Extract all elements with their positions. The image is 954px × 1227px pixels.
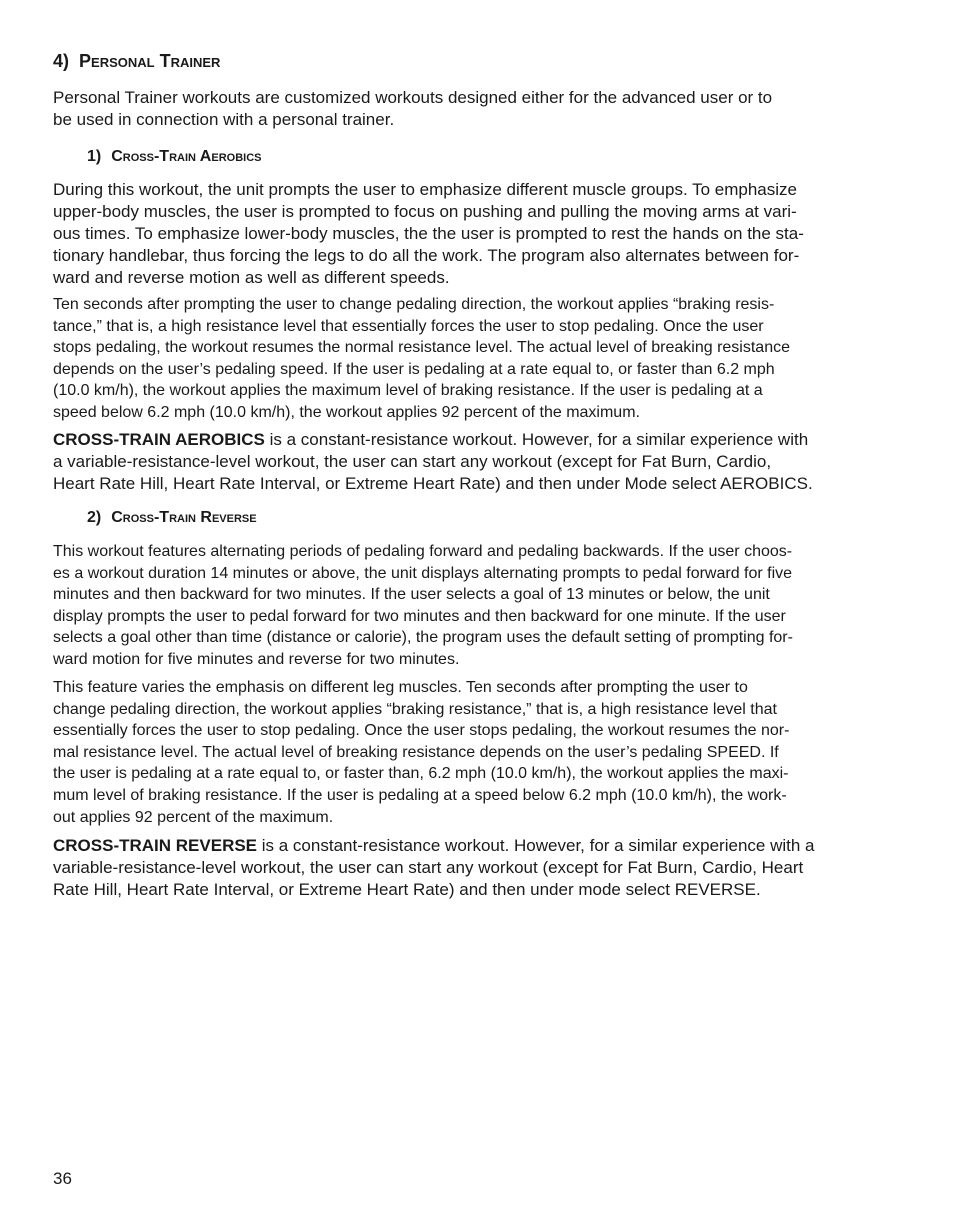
subsection-heading-reverse	[87, 509, 257, 527]
text-line: upper-body muscles, the user is prompted to focus on pushing and pulling the moving arms at vari-	[53, 202, 797, 221]
text-line: tance,” that is, a high resistance level that essentially forces the user to stop pedaling. Once the user	[53, 317, 764, 335]
text-line: mal resistance level. The actual level of breaking resistance depends on the user’s pedaling SPEED. If	[53, 743, 779, 761]
text-line: a variable-resistance-level workout, the user can start any workout (except for Fat Burn, Cardio,	[53, 452, 772, 471]
subsection-number: 2)	[87, 509, 102, 526]
reverse-paragraph-1	[53, 541, 793, 671]
bold-term: CROSS-TRAIN AEROBICS	[53, 430, 265, 449]
text-line: depends on the user’s pedaling speed. If the user is pedaling at a rate equal to, or faster than 6.2 mph	[53, 360, 775, 378]
page-number: 36	[53, 1169, 72, 1188]
subsection-heading-aerobics	[87, 148, 261, 166]
text-line: variable-resistance-level workout, the user can start any workout (except for Fat Burn, Cardio, Heart	[53, 858, 804, 877]
text-line: the user is pedaling at a rate equal to, or faster than, 6.2 mph (10.0 km/h), the workout applies the maxi-	[53, 765, 789, 783]
section-heading	[53, 51, 220, 72]
text-line: During this workout, the unit prompts the user to emphasize different muscle groups. To emphasize	[53, 180, 797, 199]
text-line: Ten seconds after prompting the user to change pedaling direction, the workout applies “braking resis-	[53, 296, 775, 313]
text-line: tionary handlebar, thus forcing the legs to do all the work. The program also alternates between for-	[53, 246, 800, 265]
text-line: speed below 6.2 mph (10.0 km/h), the workout applies 92 percent of the maximum.	[53, 403, 640, 421]
text-line: ward motion for five minutes and reverse for two minutes.	[53, 650, 460, 668]
line-text: is a constant-resistance workout. However, for a similar experience with a	[257, 836, 815, 855]
text-line: selects a goal other than time (distance or calorie), the program uses the default setting of prompting for-	[53, 629, 793, 647]
text-line	[53, 835, 815, 857]
text-line: (10.0 km/h), the workout applies the maximum level of braking resistance. If the user is pedaling at a	[53, 382, 763, 400]
text-line: mum level of braking resistance. If the user is pedaling at a speed below 6.2 mph (10.0 km/h), the work-	[53, 786, 787, 804]
text-line: be used in connection with a personal trainer.	[53, 110, 395, 129]
aerobics-paragraph-3	[53, 429, 813, 495]
text-line: Rate Hill, Heart Rate Interval, or Extreme Heart Rate) and then under mode select REVERSE.	[53, 880, 761, 899]
text-line: Personal Trainer workouts are customized workouts designed either for the advanced user or to	[53, 88, 773, 107]
text-line: Heart Rate Hill, Heart Rate Interval, or Extreme Heart Rate) and then under Mode select AEROBICS.	[53, 474, 813, 493]
text-line: This feature varies the emphasis on different leg muscles. Ten seconds after prompting the user to	[53, 679, 748, 696]
heading-number: 4)	[53, 51, 70, 71]
text-line: es a workout duration 14 minutes or above, the unit displays alternating prompts to pedal forward for five	[53, 564, 793, 582]
text-line	[53, 429, 813, 451]
bold-term: CROSS-TRAIN REVERSE	[53, 836, 258, 855]
line-text: is a constant-resistance workout. However, for a similar experience with	[264, 430, 809, 449]
aerobics-paragraph-1	[53, 179, 804, 289]
text-line: change pedaling direction, the workout applies “braking resistance,” that is, a high resistance level that	[53, 700, 777, 718]
reverse-paragraph-3	[53, 835, 815, 901]
text-line: out applies 92 percent of the maximum.	[53, 808, 334, 826]
text-line: This workout features alternating periods of pedaling forward and pedaling backwards. If the user choos-	[53, 543, 793, 560]
text-line: ward and reverse motion as well as different speeds.	[53, 268, 450, 287]
subsection-number: 1)	[87, 148, 102, 165]
heading-title: Personal Trainer	[79, 51, 221, 71]
text-line: display prompts the user to pedal forward for two minutes and then backward for one minute. If the user	[53, 607, 786, 625]
aerobics-paragraph-2	[53, 294, 790, 424]
subsection-title: Cross-Train Aerobics	[111, 148, 262, 165]
text-line: stops pedaling, the workout resumes the normal resistance level. The actual level of breaking resistance	[53, 339, 790, 357]
text-line: essentially forces the user to stop pedaling. Once the user stops pedaling, the workout resumes the nor-	[53, 722, 790, 740]
subsection-title: Cross-Train Reverse	[111, 509, 257, 526]
text-line: ous times. To emphasize lower-body muscles, the the user is prompted to rest the hands on the sta-	[53, 224, 804, 243]
reverse-paragraph-2	[53, 677, 789, 828]
text-line: minutes and then backward for two minutes. If the user selects a goal of 13 minutes or below, the unit	[53, 586, 770, 604]
intro-paragraph	[53, 87, 772, 131]
